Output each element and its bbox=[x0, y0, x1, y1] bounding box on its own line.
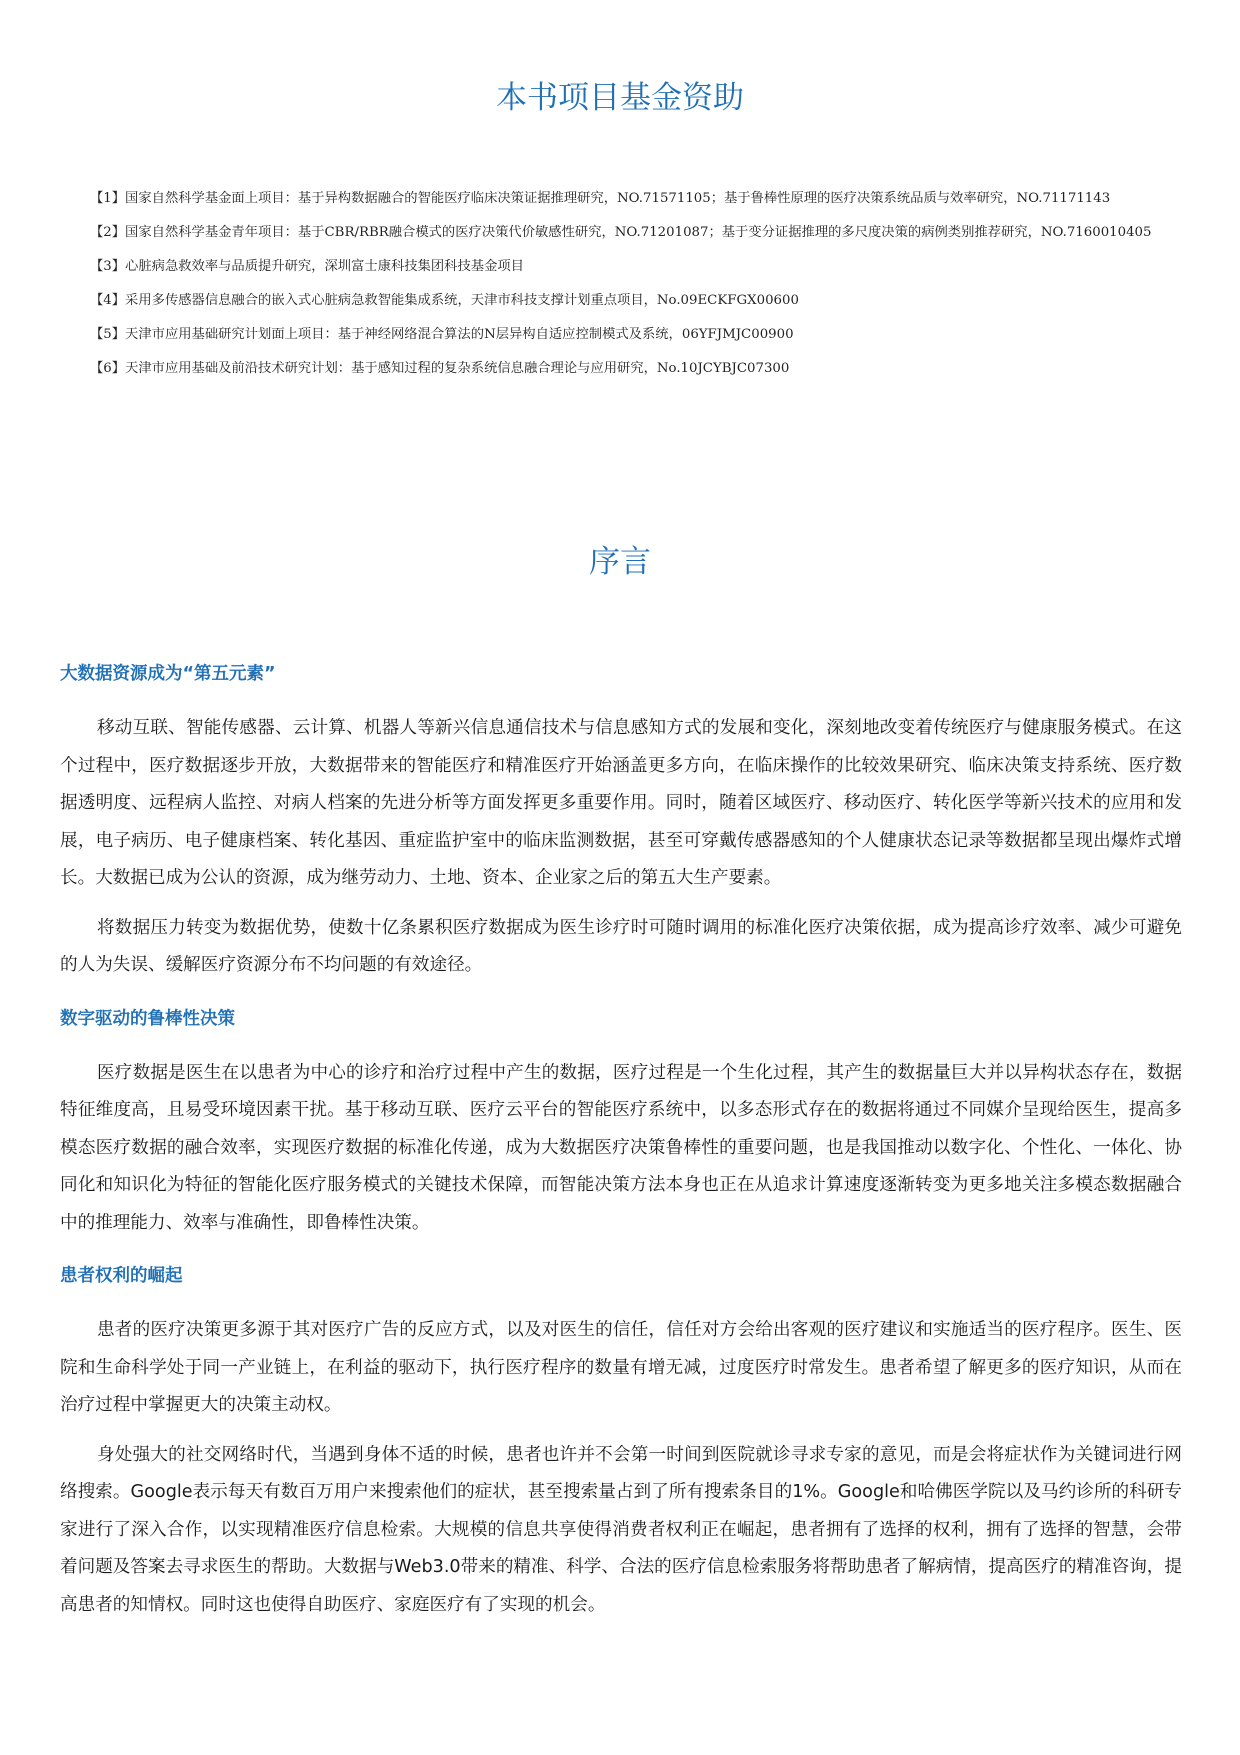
paragraph: 移动互联、智能传感器、云计算、机器人等新兴信息通信技术与信息感知方式的发展和变化，深刻地改变着传统医疗与健康服务模式。在这个过程中，医疗数据逐步开放，大数据带来的智能医疗和精准医疗开始涵盖更多方向，在临床操作的比较效果研究、临床决策支持系统、医疗数据透明度、远程病人监控、对病人档案的先进分析等方面发挥更多重要作用。同时，随着区域医疗、移动医疗、转化医学等新兴技术的应用和发展，电子病历、电子健康档案、转化基因、重症监护室中的临床监测数据，甚至可穿戴传感器感知的个人健康状态记录等数据都呈现出爆炸式增长。大数据已成为公认的资源，成为继劳动力、土地、资本、企业家之后的第五大生产要素。 bbox=[60, 718, 1182, 888]
paragraph: 患者的医疗决策更多源于其对医疗广告的反应方式，以及对医生的信任，信任对方会给出客观的医疗建议和实施适当的医疗程序。医生、医院和生命科学处于同一产业链上，在利益的驱动下，执行医疗程序的数量有增无减，过度医疗时常发生。患者希望了解更多的医疗知识，从而在治疗过程中掌握更大的决策主动权。 bbox=[60, 1320, 1182, 1415]
funding-item: 【6】天津市应用基础及前沿技术研究计划：基于感知过程的复杂系统信息融合理论与应用研究，No.10JCYBJC07300 bbox=[90, 361, 790, 376]
section-heading: 数字驱动的鲁棒性决策 bbox=[60, 1008, 235, 1029]
section-heading: 大数据资源成为“第五元素” bbox=[60, 664, 276, 684]
preface-title: 序言 bbox=[589, 544, 651, 580]
paragraph: 医疗数据是医生在以患者为中心的诊疗和治疗过程中产生的数据，医疗过程是一个生化过程，其产生的数据量巨大并以异构状态存在，数据特征维度高，且易受环境因素干扰。基于移动互联、医疗云平台的智能医疗系统中，以多态形式存在的数据将通过不同媒介呈现给医生，提高多模态医疗数据的融合效率，实现医疗数据的标准化传递，成为大数据医疗决策鲁棒性的重要问题，也是我国推动以数字化、个性化、一体化、协同化和知识化为特征的智能化医疗服务模式的关键技术保障，而智能决策方法本身也正在从追求计算速度逐渐转变为更多地关注多模态数据融合中的推理能力、效率与准确性，即鲁棒性决策。 bbox=[60, 1062, 1182, 1233]
funding-title: 本书项目基金资助 bbox=[496, 80, 744, 116]
preface-body bbox=[60, 660, 1182, 1624]
funding-item: 【2】国家自然科学基金青年项目：基于CBR/RBR融合模式的医疗决策代价敏感性研究，NO.71201087；基于变分证据推理的多尺度决策的病例类别推荐研究，NO.7160010405 bbox=[90, 225, 1152, 240]
funding-list bbox=[90, 190, 1180, 394]
paragraph: 身处强大的社交网络时代，当遇到身体不适的时候，患者也许并不会第一时间到医院就诊寻求专家的意见，而是会将症状作为关键词进行网络搜索。Google表示每天有数百万用户来搜索他们的症状，甚至搜索量占到了所有搜索条目的1%。Google和哈佛医学院以及马约诊所的科研专家进行了深入合作，以实现精准医疗信息检索。大规模的信息共享使得消费者权利正在崛起，患者拥有了选择的权利，拥有了选择的智慧，会带着问题及答案去寻求医生的帮助。大数据与Web3.0带来的精准、科学、合法的医疗信息检索服务将帮助患者了解病情，提高医疗的精准咨询，提高患者的知情权。同时这也使得自助医疗、家庭医疗有了实现的机会。 bbox=[60, 1444, 1182, 1615]
funding-item: 【5】天津市应用基础研究计划面上项目：基于神经网络混合算法的N层异构自适应控制模式及系统，06YFJMJC00900 bbox=[90, 327, 794, 342]
paragraph: 将数据压力转变为数据优势，使数十亿条累积医疗数据成为医生诊疗时可随时调用的标准化医疗决策依据，成为提高诊疗效率、减少可避免的人为失误、缓解医疗资源分布不均问题的有效途径。 bbox=[60, 917, 1182, 975]
funding-item: 【4】采用多传感器信息融合的嵌入式心脏病急救智能集成系统，天津市科技支撑计划重点项目，No.09ECKFGX00600 bbox=[90, 293, 799, 308]
funding-item: 【1】国家自然科学基金面上项目：基于异构数据融合的智能医疗临床决策证据推理研究，NO.71571105；基于鲁棒性原理的医疗决策系统品质与效率研究，NO.71171143 bbox=[90, 191, 1111, 206]
section-heading: 患者权利的崛起 bbox=[60, 1266, 183, 1286]
funding-item: 【3】心脏病急救效率与品质提升研究，深圳富士康科技集团科技基金项目 bbox=[90, 259, 524, 274]
